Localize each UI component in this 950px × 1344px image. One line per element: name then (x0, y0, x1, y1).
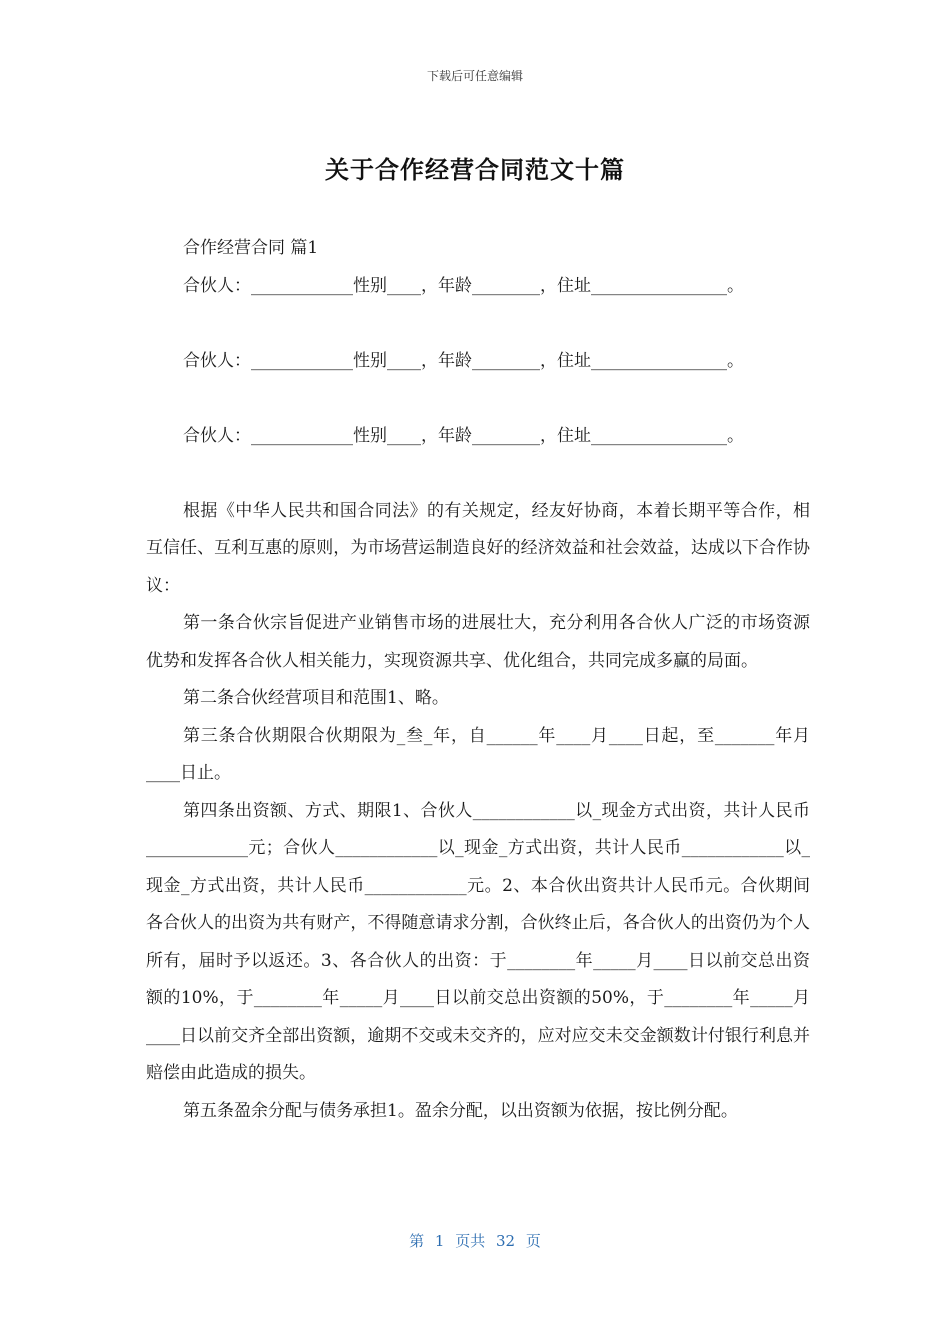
document-title: 关于合作经营合同范文十篇 (325, 156, 625, 184)
partner-line: 合伙人：____________性别____，年龄________，住址________________。 (183, 425, 744, 446)
paragraph-article-2: 第二条合伙经营项目和范围1、略。 (183, 688, 449, 708)
footer-label-post: 页 (525, 1232, 541, 1250)
paragraph-article-3: 第三条合伙期限合伙期限为_叁_年，自______年____月____日起，至_______年月____日止。 (146, 725, 810, 783)
paragraph-article-5: 第五条盈余分配与债务承担1。盈余分配，以出资额为依据，按比例分配。 (183, 1100, 738, 1121)
section-heading: 合作经营合同 篇1 (183, 238, 319, 258)
partner-line: 合伙人：____________性别____，年龄________，住址________________。 (183, 275, 744, 296)
partner-line: 合伙人：____________性别____，年龄________，住址________________。 (183, 350, 744, 371)
footer-label-mid: 页共 (455, 1232, 486, 1250)
paragraph-article-4: 第四条出资额、方式、期限1、合伙人____________以_现金方式出资，共计人民币____________元；合伙人____________以_现金_方式出资，共计人民币____________以_现金_方式出资，共计人民币____________元。2、本合伙出资共计人民币元。合伙期间各合伙人的出资为共有财产，不得随意请求分割，合伙终止后，各合伙人的出资仍为个人所有，届时予以返还。3、各合伙人的出资：于________年_____月____日以前交总出资额的10%，于________年_____月____日以前交总出资额的50%，于________年_____月____日以前交齐全部出资额，逾期不交或未交齐的，应对应交未交金额数计付银行利息并赔偿由此造成的损失。 (146, 800, 810, 1083)
page-total: 32 (496, 1232, 516, 1250)
page-footer (0, 1230, 950, 1251)
header-note: 下载后可任意编辑 (426, 69, 523, 83)
paragraph-intro: 根据《中华人民共和国合同法》的有关规定，经友好协商，本着长期平等合作，相互信任、互利互惠的原则，为市场营运制造良好的经济效益和社会效益，达成以下合作协议： (146, 500, 810, 596)
paragraph-article-1: 第一条合伙宗旨促进产业销售市场的进展壮大，充分利用各合伙人广泛的市场资源优势和发挥各合伙人相关能力，实现资源共享、优化组合，共同完成多赢的局面。 (146, 613, 810, 671)
document-body (146, 230, 810, 1130)
footer-label-pre: 第 (409, 1232, 425, 1250)
page-number: 1 (434, 1232, 445, 1250)
